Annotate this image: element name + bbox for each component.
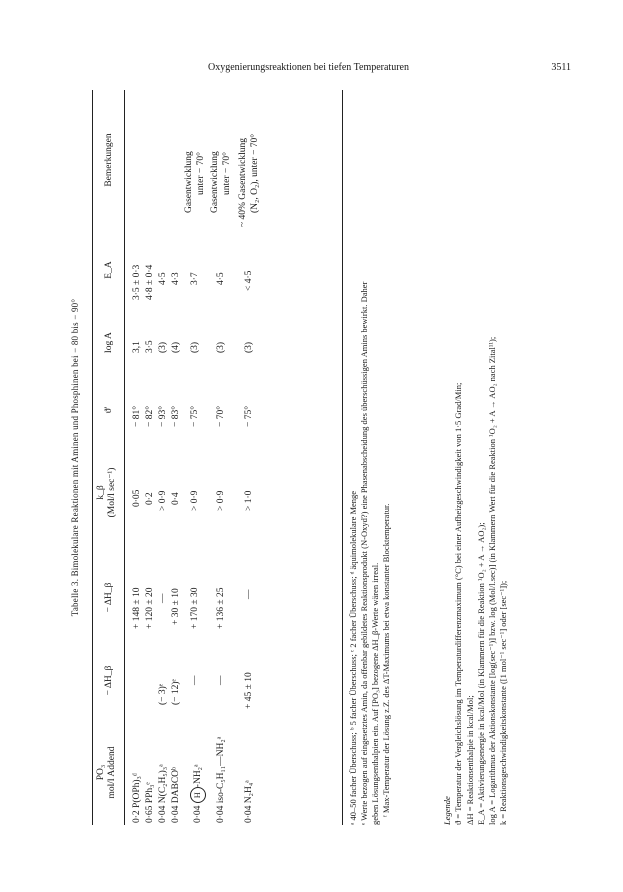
col-header-remarks: Bemerkungen — [104, 133, 114, 187]
cell-theta: − 93° — [158, 405, 168, 427]
cell-addend: 0·65 PPh₃ᵉ — [145, 782, 155, 823]
addend-amount: 0·04 — [193, 805, 204, 823]
cell-dh2: + 136 ± 25 — [216, 587, 226, 629]
col-header-addend-label: mol/l Addend — [107, 746, 118, 799]
cell-dh2: + 120 ± 20 — [145, 587, 155, 629]
cell-addend — [190, 764, 206, 823]
cell-dh1: (− 12)ᵉ — [171, 679, 181, 705]
cell-theta: − 75° — [190, 405, 200, 427]
cell-loga: 3·5 — [145, 340, 155, 353]
table-caption: Tabelle 3. Bimolekulare Reaktionen mit Aminen und Phosphinen bei − 80 bis − 90° — [70, 298, 80, 617]
cell-addend: 0·2 P(OPh)₃ᵈ — [132, 773, 142, 823]
legend-line: E_A = Aktivierungsenergie in kcal/Mol (in Klammern für die Reaktion ¹O₂ + A → AO₂); — [475, 522, 486, 825]
col-header-ea: E_A — [104, 261, 114, 279]
cell-ea: 4·8 ± 0·4 — [145, 264, 155, 300]
col-header-po3: PO₃ — [96, 764, 106, 781]
page-header — [0, 0, 623, 80]
cell-loga: (3) — [190, 341, 200, 353]
cell-dh1: — — [190, 675, 200, 685]
cell-addend: 0·04 DABCOᵇ — [171, 767, 181, 823]
col-header-dh2: − ΔH_β — [104, 582, 114, 613]
cell-addend: 0·04 N₂H₄ᵃ — [244, 780, 254, 823]
legend-title: Legende — [442, 796, 452, 825]
cell-dh2: — — [158, 593, 168, 603]
cell-remark-line1: ~ 40% Gasentwicklung — [238, 137, 248, 227]
cell-k: 0·4 — [171, 492, 181, 505]
cell-ea: 4·5 — [216, 272, 226, 285]
col-header-k-unit: (Mol/l sec⁻¹) — [107, 467, 118, 518]
cell-dh1: (− 3)ᵉ — [158, 683, 168, 705]
footnote-line: ᶠ Max-Temperatur der Lösung z.Z. des ΔT-Maximums bei etwa konstanter Blocktemperatur. — [381, 503, 392, 817]
col-header-k-symbol: k_β — [96, 485, 106, 500]
col-header-dh1: − ΔH_β — [104, 665, 114, 696]
cell-addend: 0·04 N(C₂H₅)₃ᵃ — [158, 764, 168, 823]
cell-addend: 0·04 iso-C₅H₁₁—NH₂ᵃ — [216, 736, 226, 823]
cell-dh2: — — [244, 589, 254, 599]
cell-loga: (3) — [216, 341, 226, 353]
col-header-theta: ϑ' — [104, 406, 114, 414]
cell-theta: − 70° — [216, 405, 226, 427]
col-header-k — [96, 445, 118, 540]
addend-group: -NH₂ᵃ — [193, 764, 204, 788]
cell-loga: (3) — [158, 341, 168, 353]
table-bottom-rule — [342, 90, 343, 825]
cell-dh2: + 170 ± 30 — [190, 587, 200, 629]
cell-remark-line1: Gasentwicklung — [184, 151, 194, 213]
cell-dh2: + 148 ± 10 — [132, 587, 142, 629]
cell-theta: − 75° — [244, 405, 254, 427]
cell-dh1: — — [216, 675, 226, 685]
cell-remark-line2: (N₂, O₂), unter − 70° — [250, 133, 260, 213]
cyclohexyl-ring-icon: H — [190, 787, 206, 803]
cell-k: 0·2 — [145, 492, 155, 505]
legend-line: ϑ = Temperatur der Vergleichslösung im Temperaturdifferenzmaximum (°C) bei einer Aufheizgeschwindigkeit von 1·5 Grad/Min; — [453, 382, 464, 825]
cell-ea: < 4·5 — [244, 270, 254, 291]
legend-line: k = Reaktionsgeschwindigkeitskonstante ([1 mol⁻¹ sec⁻¹] oder [sec⁻¹]); — [498, 580, 509, 825]
cell-k: > 0·9 — [216, 490, 226, 511]
cell-remark-line2: unter − 70° — [196, 152, 206, 195]
cell-remark-line1: Gasentwicklung — [210, 151, 220, 213]
footnote-line: geben Lösungsenthalpien ein. Auf [PO₃] bezogene ΔH_β-Werte wären irreal. — [370, 562, 381, 825]
cell-ea: 3·5 ± 0·3 — [132, 264, 142, 300]
cell-ea: 4·3 — [171, 272, 181, 285]
legend-line: log A = Logarithmus der Aktionskonstante [log(sec⁻¹)] bzw. log (Mol/l.sec)] (in Klammern Wert für die Reaktion ¹O₂ + A → AO₂ nach Zital¹¹); — [487, 336, 498, 825]
cell-loga: (3) — [244, 341, 254, 353]
col-header-addend — [96, 720, 118, 825]
cell-theta: − 81° — [132, 405, 142, 427]
table-legend — [442, 90, 510, 825]
table-top-rule — [92, 90, 93, 825]
cell-k: > 0·9 — [158, 490, 168, 511]
cell-k: > 1·0 — [244, 490, 254, 511]
running-head: Oxygenierungsreaktionen bei tiefen Temperaturen — [208, 62, 409, 73]
cell-theta: − 82° — [145, 405, 155, 427]
footnote-line: ᵉ Werte bezogen auf eingesetztes Amin, da offenbar gebildetes Reaktionsprodukt (N-Oxyd?) eine Phasenabscheidung des überschüssigen Amins bewirkt. Daher — [359, 281, 370, 825]
cell-loga: 3,1 — [132, 341, 142, 353]
footnote-line: ᵃ 40–50 facher Überschuss; ᵇ 5 facher Überschuss; ᶜ 2 facher Überschuss; ᵈ äquimolekulare Menge — [348, 490, 358, 825]
cell-dh2: + 30 ± 10 — [171, 588, 181, 625]
cell-k: > 0·9 — [190, 490, 200, 511]
cell-ea: 4·5 — [158, 272, 168, 285]
cell-k: 0·05 — [132, 489, 142, 507]
legend-line: ΔH = Reaktionsenthalpie in kcal/Mol; — [464, 695, 475, 825]
table-footnotes — [348, 90, 392, 825]
page-number: 3511 — [551, 62, 571, 73]
table-header-rule — [124, 90, 125, 825]
cell-dh1: + 45 ± 10 — [244, 672, 254, 709]
rotated-table-block — [70, 90, 560, 825]
cell-remark-line2: unter − 70° — [222, 152, 232, 195]
col-header-loga: log A — [104, 332, 114, 353]
cell-ea: 3·7 — [190, 272, 200, 285]
cell-theta: − 83° — [171, 405, 181, 427]
cell-loga: (4) — [171, 341, 181, 353]
